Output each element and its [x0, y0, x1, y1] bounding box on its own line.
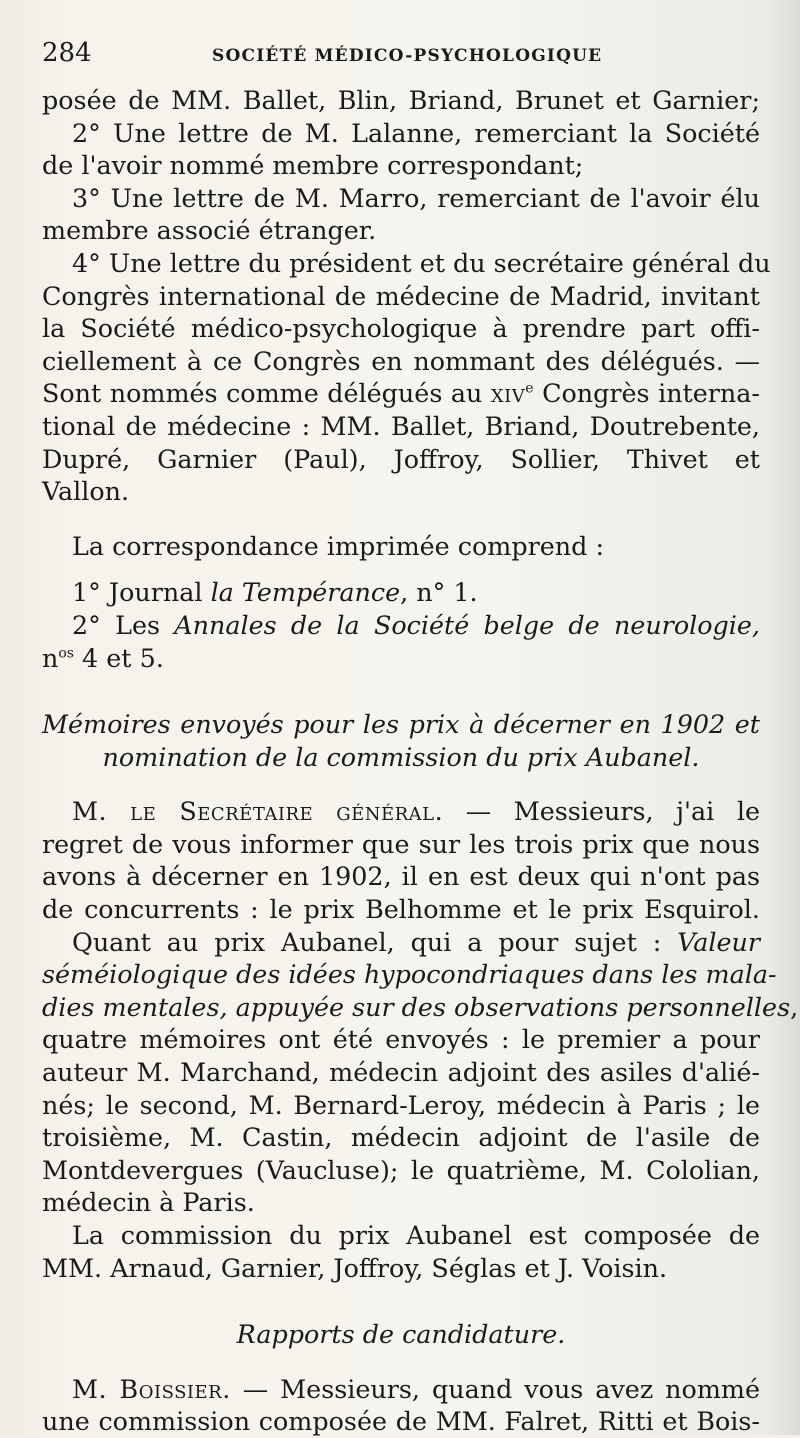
text-fragment: Quant au prix Aubanel, qui a pour sujet :	[72, 926, 678, 957]
number-sup: os	[58, 645, 74, 662]
text-fragment: , n° 1.	[400, 577, 478, 608]
text-line: de l'avoir nommé membre correspondant;	[42, 150, 584, 181]
text-line: Dupré, Garnier (Paul), Joffroy, Sollier, Thivet et	[42, 443, 760, 474]
prize-subject: séméiologique des idées hypocondriaques dans les mala-	[42, 959, 777, 990]
text-line: médecin à Paris.	[42, 1187, 255, 1218]
text-line: membre associé étranger.	[42, 215, 377, 246]
text-line	[42, 795, 760, 828]
section-title-line: Rapports de candidature.	[236, 1319, 566, 1350]
text-line: une commission composée de MM. Falret, Ritti et Bois-	[42, 1406, 760, 1437]
text-line: La correspondance imprimée comprend :	[72, 530, 605, 561]
text-line: la Société médico-psychologique à prendre part offi-	[42, 313, 760, 344]
section-title	[42, 708, 760, 741]
text-line: troisième, M. Castin, médecin adjoint de l'asile de	[42, 1122, 760, 1153]
text-fragment: 4 et 5.	[73, 642, 164, 673]
prize-subject: dies mentales, appuyée sur des observations personnelles	[42, 991, 791, 1022]
text-line: quatre mémoires ont été envoyés : le premier a pour	[42, 1024, 760, 1055]
text-line: tional de médecine : MM. Ballet, Briand, Doutrebente,	[42, 410, 760, 441]
text-line: Montdevergues (Vaucluse); le quatrième, M. Cololian,	[42, 1154, 760, 1185]
text-line: de concurrents : le prix Belhomme et le prix Esquirol.	[42, 894, 760, 925]
text-line	[42, 642, 760, 675]
text-line	[42, 576, 760, 609]
running-head: SOCIÉTÉ MÉDICO-PSYCHOLOGIQUE	[212, 46, 603, 66]
speaker-name: M. Boissier.	[72, 1373, 231, 1404]
text-line: 2° Une lettre de M. Lalanne, remerciant la Société	[72, 117, 760, 148]
section-title-line: Mémoires envoyés pour les prix à décerner en 1902 et	[42, 709, 760, 740]
text-line	[42, 991, 799, 1024]
section-title-line: nomination de la commission du prix Aubanel.	[102, 741, 700, 772]
text-line: avons à décerner en 1902, il en est deux qui n'ont pas	[42, 861, 760, 892]
text-line: 4° Une lettre du président et du secrétaire général du	[72, 247, 771, 278]
text-fragment: 2° Les	[72, 609, 175, 640]
text-fragment: — Messieurs, j'ai le	[443, 796, 760, 827]
text-fragment: ,	[790, 991, 799, 1022]
text-fragment: n	[42, 642, 59, 673]
body-text	[42, 84, 799, 1438]
text-line: Congrès international de médecine de Madrid, invitant	[42, 280, 760, 311]
text-line: MM. Arnaud, Garnier, Joffroy, Séglas et J. Voisin.	[42, 1252, 668, 1283]
prize-subject: Valeur	[677, 926, 760, 957]
congress-numeral: xiv	[490, 378, 526, 409]
speaker-name: M. le Secrétaire général.	[72, 796, 444, 827]
text-line: posée de MM. Ballet, Blin, Briand, Brunet et Garnier;	[42, 85, 760, 115]
text-fragment: Congrès interna-	[542, 378, 760, 409]
journal-title: Annales de la Société belge de neurologie,	[174, 609, 760, 640]
text-line: ciellement à ce Congrès en nommant des délégués. —	[42, 345, 760, 376]
page-number: 284	[42, 38, 92, 68]
journal-title: la Tempérance	[210, 577, 401, 608]
text-line: La commission du prix Aubanel est composée de	[72, 1220, 760, 1250]
text-fragment: — Messieurs, quand vous avez nommé	[230, 1373, 760, 1404]
text-line	[42, 926, 760, 959]
text-line	[42, 958, 777, 991]
text-fragment: Sont nommés comme délégués au	[42, 378, 483, 409]
section-title	[42, 741, 760, 774]
text-line	[42, 377, 760, 410]
text-line: nés; le second, M. Bernard-Leroy, médecin à Paris ; le	[42, 1089, 760, 1120]
text-line: Vallon.	[42, 476, 130, 507]
text-fragment: 1° Journal	[72, 577, 211, 608]
page-header	[42, 38, 760, 78]
section-title	[42, 1318, 760, 1351]
text-line	[42, 1373, 760, 1406]
text-line	[42, 609, 760, 642]
text-line: auteur M. Marchand, médecin adjoint des asiles d'alié-	[42, 1057, 760, 1088]
congress-numeral-sup: e	[525, 380, 534, 397]
text-line: 3° Une lettre de M. Marro, remerciant de l'avoir élu	[72, 182, 760, 213]
text-line: regret de vous informer que sur les trois prix que nous	[42, 828, 760, 859]
